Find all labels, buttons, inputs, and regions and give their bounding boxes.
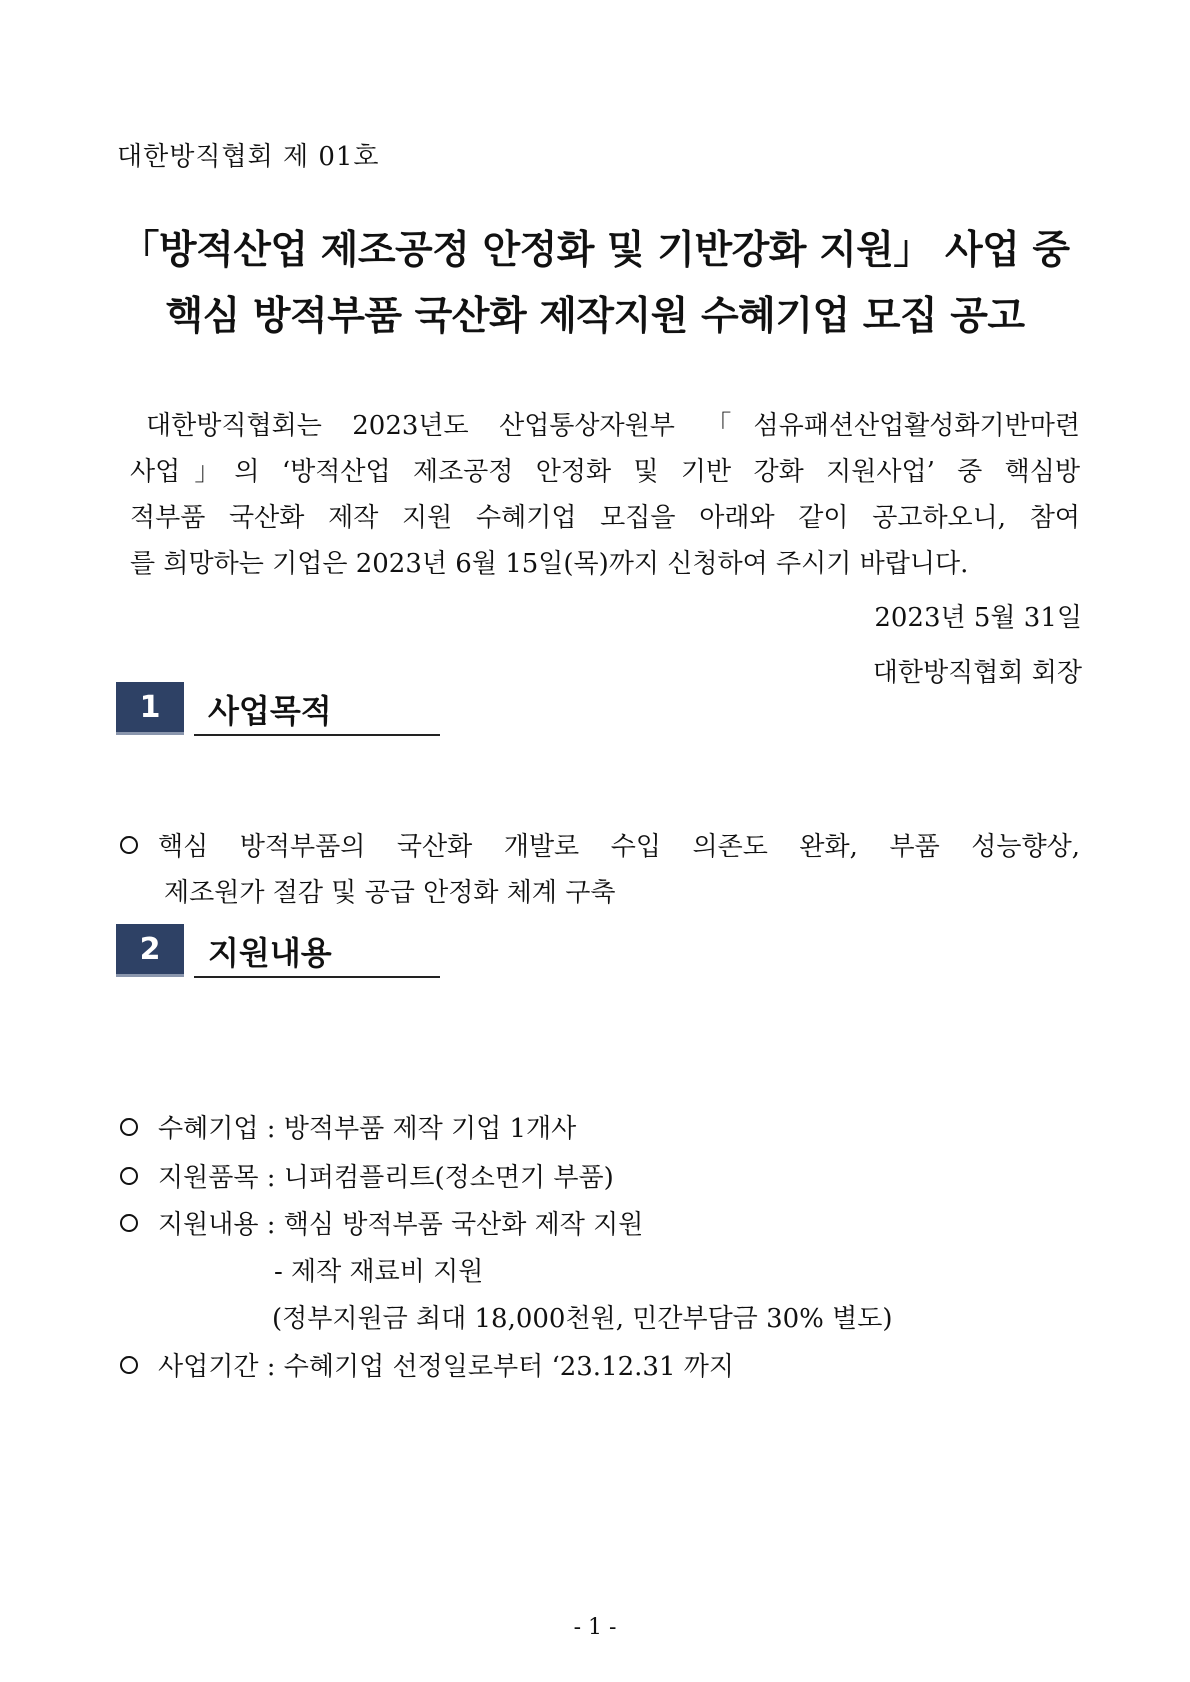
item-label: 사업기간 : bbox=[158, 1352, 276, 1382]
title-line-1: 「방적산업 제조공정 안정화 및 기반강화 지원」 사업 중 bbox=[120, 228, 1070, 273]
bullet-circle-icon bbox=[120, 1167, 138, 1185]
item-value: 수혜기업 선정일로부터 ‘23.12.31 까지 bbox=[283, 1352, 734, 1382]
item-value: 핵심 방적부품 국산화 제작 지원 bbox=[283, 1210, 644, 1240]
purpose-line-1: 핵심 방적부품의 국산화 개발로 수입 의존도 완화, 부품 성능향상, bbox=[158, 832, 1080, 862]
intro-line-3: 적부품 국산화 제작 지원 수혜기업 모집을 아래와 같이 공고하오니, 참여 bbox=[130, 503, 1080, 533]
section-1-bullet bbox=[120, 824, 1080, 916]
title-line-2: 핵심 방적부품 국산화 제작지원 수혜기업 모집 공고 bbox=[165, 294, 1025, 339]
bullet-circle-icon bbox=[120, 836, 138, 854]
support-item-content bbox=[120, 1204, 643, 1241]
item-value: 니퍼컴플리트(정소면기 부품) bbox=[283, 1163, 614, 1193]
section-1-title: 사업목적 bbox=[208, 692, 332, 730]
item-label: 지원품목 : bbox=[158, 1163, 276, 1193]
item-label: 지원내용 : bbox=[158, 1210, 276, 1240]
section-1-underline bbox=[194, 734, 440, 736]
support-sub-note: (정부지원금 최대 18,000천원, 민간부담금 30% 별도) bbox=[272, 1304, 893, 1334]
section-2-underline bbox=[194, 976, 440, 978]
support-item-product bbox=[120, 1157, 614, 1194]
purpose-line-2: 제조원가 절감 및 공급 안정화 체계 구축 bbox=[164, 878, 616, 908]
support-sub-item: - 제작 재료비 지원 bbox=[274, 1257, 484, 1287]
section-2-header bbox=[116, 924, 446, 976]
section-1-header bbox=[116, 682, 446, 734]
support-item-recipient bbox=[120, 1108, 576, 1145]
section-2-title: 지원내용 bbox=[208, 934, 332, 972]
issuer: 대한방직협회 회장 bbox=[872, 658, 1082, 688]
announcement-date: 2023년 5월 31일 bbox=[874, 603, 1082, 633]
announcement-title bbox=[60, 218, 1130, 350]
bullet-circle-icon bbox=[120, 1118, 138, 1136]
section-2-number: 2 bbox=[116, 924, 184, 974]
bullet-circle-icon bbox=[120, 1214, 138, 1232]
item-label: 수혜기업 : bbox=[158, 1114, 276, 1144]
intro-paragraph bbox=[130, 403, 1080, 587]
intro-line-1: 대한방직협회는 2023년도 산업통상자원부 「섬유패션산업활성화기반마련 bbox=[146, 411, 1080, 441]
item-value: 방적부품 제작 기업 1개사 bbox=[283, 1114, 577, 1144]
section-1-number: 1 bbox=[116, 682, 184, 732]
intro-line-4: 를 희망하는 기업은 2023년 6월 15일(목)까지 신청하여 주시기 바랍니다. bbox=[130, 549, 969, 579]
document-number: 대한방직협회 제 01호 bbox=[117, 142, 380, 172]
support-item-period bbox=[120, 1346, 734, 1383]
page-number: - 1 - bbox=[573, 1615, 617, 1640]
bullet-circle-icon bbox=[120, 1356, 138, 1374]
intro-line-2: 사업」의 ‘방적산업 제조공정 안정화 및 기반 강화 지원사업’ 중 핵심방 bbox=[130, 457, 1080, 487]
